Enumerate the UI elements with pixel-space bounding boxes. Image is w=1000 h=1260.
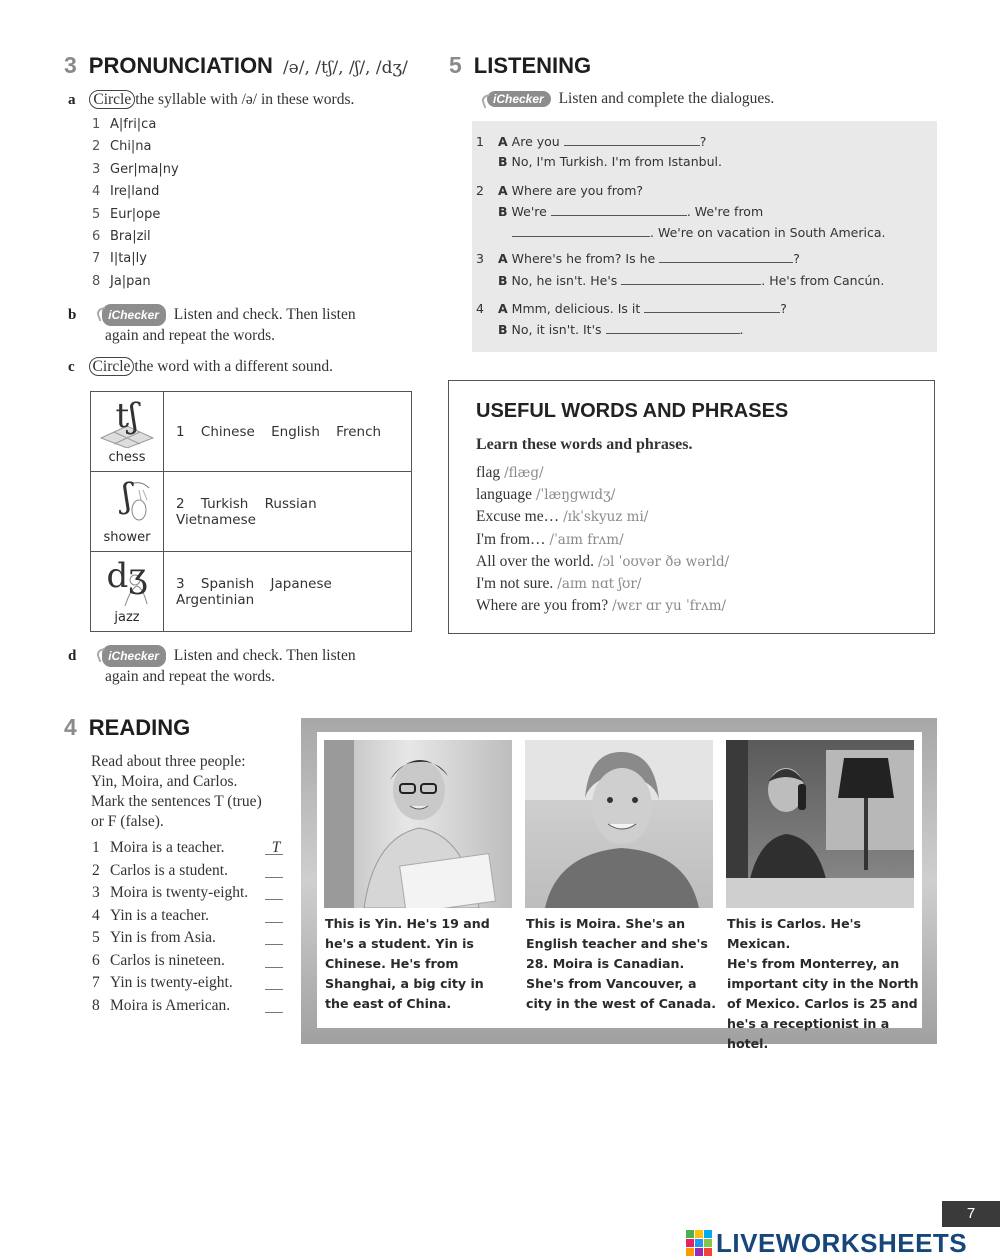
dialogue-text: No, he isn't. He's (511, 273, 618, 288)
list-item (92, 862, 248, 885)
item-word: Ger|ma|ny (110, 161, 179, 177)
item-number: 5 (92, 206, 101, 222)
speaker-a: A (498, 134, 508, 149)
speaker-b: B (498, 154, 508, 169)
instruction-text: Listen and complete the dialogues. (558, 90, 775, 107)
moira-photo (525, 740, 713, 908)
exercise-instruction: the word with a different sound. (134, 358, 334, 375)
word-option[interactable]: Russian (264, 495, 317, 512)
caption-line: She's from Vancouver, a (526, 976, 697, 991)
exercise-a (68, 90, 354, 109)
item-word: Bra|zil (110, 228, 151, 244)
caption-line: This is Moira. She's an (526, 916, 686, 931)
caption-line: important city in the North (727, 976, 919, 991)
instruction-line: Read about three people: (91, 753, 246, 770)
ichecker-audio-button[interactable]: iChecker (102, 304, 166, 326)
row-number: 3 (176, 575, 185, 592)
item-number: 7 (92, 251, 101, 267)
caption-line: English teacher and she's (526, 936, 708, 951)
list-item (92, 839, 281, 862)
caption-line: This is Yin. He's 19 and (325, 916, 490, 931)
item-word: Eur|ope (110, 206, 161, 222)
row-number: 1 (176, 423, 185, 440)
section-phonemes: /ə/, /tʃ/, /ʃ/, /dʒ/ (282, 58, 408, 78)
list-item[interactable] (92, 229, 179, 251)
answer-blank[interactable] (512, 224, 650, 237)
phrase-item (476, 486, 729, 508)
liveworksheets-logo-icon (686, 1230, 714, 1256)
sound-table (90, 391, 412, 632)
item-number: 6 (92, 228, 101, 244)
answer-line (265, 899, 283, 900)
dialogue-text: ? (780, 301, 787, 316)
answer-line (265, 1012, 283, 1013)
exercise-instruction: the syllable with /ə/ in these words. (135, 91, 355, 108)
box-title: USEFUL WORDS AND PHRASES (476, 400, 789, 422)
circle-keyword: Circle (89, 90, 135, 109)
answer-blank[interactable] (644, 300, 780, 313)
section-number: 4 (64, 714, 77, 740)
answer-line (265, 944, 283, 945)
word-option[interactable]: Vietnamese (176, 511, 256, 528)
dialogue-number: 3 (476, 251, 484, 266)
item-word: A|fri|ca (110, 117, 157, 132)
exercise-letter: a (68, 92, 76, 108)
phrase-phonetic: /ɪkˈskyuz mi/ (563, 509, 649, 526)
statement: Moira is American. (110, 996, 231, 1014)
section-number: 3 (64, 52, 77, 78)
dialogue-2 (476, 180, 886, 243)
list-item (92, 952, 248, 975)
list-item (92, 884, 248, 907)
item-number: 5 (92, 929, 100, 946)
word-option[interactable]: Spanish (200, 575, 255, 592)
instruction-line: Mark the sentences T (true) (91, 793, 262, 810)
dialogue-text: Where's he from? Is he (511, 251, 656, 266)
item-word: Ire|land (110, 184, 160, 200)
exercise-b (68, 304, 356, 346)
exercise-instruction-cont: again and repeat the words. (105, 327, 276, 344)
caption-line: the east of China. (325, 996, 452, 1011)
item-number: 3 (92, 161, 101, 177)
true-false-list (92, 839, 281, 1019)
reading-instruction (91, 752, 262, 832)
item-number: 7 (92, 974, 100, 991)
item-word: I|ta|ly (110, 251, 147, 267)
list-item[interactable] (92, 184, 179, 206)
word-option[interactable]: French (336, 423, 382, 440)
symbol-word: shower (103, 530, 151, 545)
word-choices (164, 552, 412, 632)
speaker-a: A (498, 301, 508, 316)
sound-symbol-cell (91, 472, 164, 552)
row-number: 2 (176, 495, 185, 512)
phrase-text: I'm not sure. (476, 574, 554, 592)
item-number: 4 (92, 184, 101, 200)
answer-line (265, 967, 283, 968)
word-option[interactable]: Japanese (270, 575, 332, 592)
dialogue-text: No, it isn't. It's (511, 322, 602, 337)
section-number: 5 (449, 52, 462, 78)
table-row (91, 392, 412, 472)
list-item (92, 974, 248, 997)
list-item (92, 997, 248, 1020)
answer-blank[interactable] (606, 321, 740, 334)
caption-line: he's a receptionist in a hotel. (727, 1016, 890, 1051)
symbol-word: jazz (114, 610, 140, 625)
speaker-b: B (498, 273, 508, 288)
dialogue-text: ? (793, 251, 800, 266)
phrase-text: I'm from… (476, 530, 546, 548)
dialogue-text: Are you (511, 134, 560, 149)
statement: Yin is from Asia. (110, 929, 216, 946)
exercise-letter: d (68, 648, 77, 664)
caption-line: Shanghai, a big city in (325, 976, 484, 991)
answer-blank[interactable] (659, 250, 793, 263)
phoneme-symbol: dʒ (106, 556, 148, 596)
dialogue-text: Mmm, delicious. Is it (511, 301, 641, 316)
word-choices (164, 472, 412, 552)
yin-caption (325, 914, 490, 1014)
item-number: 1 (92, 839, 100, 856)
moira-caption (526, 914, 716, 1014)
yin-photo (324, 740, 512, 908)
carlos-caption (727, 914, 922, 1054)
dialogue-text: We're (511, 204, 547, 219)
table-row (91, 552, 412, 632)
carlos-photo (726, 740, 914, 908)
phrase-phonetic: /wɛr ɑr yu ˈfrʌm/ (612, 598, 727, 615)
caption-line: Chinese. He's from (325, 956, 459, 971)
phrase-item (476, 508, 729, 530)
symbol-word: chess (108, 450, 146, 465)
syllable-word-list (92, 117, 179, 296)
phrase-phonetic: /ˈlæŋgwɪdʒ/ (535, 487, 616, 504)
exercise-instruction: Listen and check. Then listen (173, 306, 356, 323)
phrase-phonetic: /flæg/ (504, 465, 544, 481)
exercise-d (68, 645, 356, 687)
word-option[interactable]: Argentinian (176, 591, 255, 608)
caption-line: city in the west of Canada. (526, 996, 717, 1011)
list-item[interactable] (92, 162, 179, 184)
instruction-line: Yin, Moira, and Carlos. (91, 773, 238, 790)
dialogue-3 (476, 248, 884, 292)
caption-line: of Mexico. Carlos is 25 and (727, 996, 918, 1011)
people-cards (317, 732, 922, 1051)
statement: Yin is twenty-eight. (110, 974, 233, 991)
exercise-instruction-cont: again and repeat the words. (105, 668, 276, 685)
answer-line (265, 922, 283, 923)
phrase-phonetic: /ˈaɪm frʌm/ (549, 531, 624, 548)
instruction-line: or F (false). (91, 813, 164, 830)
list-item (92, 907, 248, 930)
receptionist-illustration (726, 740, 914, 908)
phrase-text: All over the world. (476, 552, 594, 570)
liveworksheets-logo (686, 1228, 967, 1258)
answer-line (265, 989, 283, 990)
phrase-item (476, 575, 729, 597)
item-word: Chi|na (110, 139, 152, 155)
answer-field[interactable]: T (271, 839, 281, 856)
list-item (92, 929, 248, 952)
dialogue-1 (476, 132, 722, 172)
box-subtitle: Learn these words and phrases. (476, 436, 693, 453)
exercise-instruction: Listen and check. Then listen (173, 647, 356, 664)
phrase-item (476, 597, 729, 619)
phrase-text: Excuse me… (476, 508, 560, 526)
list-item[interactable] (92, 117, 179, 139)
phrase-item (476, 531, 729, 553)
dialogue-4 (476, 298, 787, 340)
item-number: 6 (92, 951, 100, 969)
table-row (91, 472, 412, 552)
page-number: 7 (942, 1201, 1000, 1227)
dialogue-text: Where are you from? (511, 183, 644, 198)
item-number: 2 (92, 139, 101, 155)
exercise-letter: c (68, 359, 75, 375)
phrase-list (476, 464, 729, 619)
liveworksheets-brand-text: LIVEWORKSHEETS (716, 1227, 968, 1258)
answer-blank[interactable] (564, 133, 700, 146)
list-item[interactable] (92, 207, 179, 229)
dialogue-text: . He's from Cancún. (761, 273, 885, 288)
item-number: 8 (92, 273, 101, 289)
teacher-illustration (525, 740, 713, 908)
phrase-item (476, 464, 729, 486)
pronunciation-heading (64, 52, 408, 79)
phrase-text: language (476, 486, 532, 504)
dialogue-number: 1 (476, 134, 484, 149)
list-item[interactable] (92, 274, 179, 296)
ichecker-audio-button[interactable]: iChecker (102, 645, 166, 667)
section-title: READING (88, 715, 191, 740)
answer-line (265, 877, 283, 878)
speaker-b: B (498, 322, 508, 337)
dialogue-text: . We're on vacation in South America. (650, 225, 886, 240)
answer-line (265, 854, 283, 855)
sound-symbol-cell (91, 552, 164, 632)
statement: Carlos is nineteen. (110, 951, 225, 969)
section-title: LISTENING (473, 53, 592, 78)
exercise-letter: b (68, 307, 77, 323)
item-number: 4 (92, 906, 100, 924)
section-title: PRONUNCIATION (88, 53, 273, 78)
word-option[interactable]: Turkish (200, 495, 249, 512)
speaker-a: A (498, 251, 508, 266)
useful-phrases-box (448, 380, 935, 634)
word-option[interactable]: English (271, 423, 320, 440)
phrase-phonetic: /ɔl ˈoʊvər ðə wərld/ (597, 553, 730, 570)
word-choices (164, 392, 412, 472)
statement: Yin is a teacher. (110, 906, 209, 924)
answer-blank[interactable] (621, 272, 761, 285)
sound-symbol-cell (91, 392, 164, 472)
circle-keyword: Circle (89, 357, 135, 376)
dialogues-box (472, 121, 937, 352)
dialogue-text: ? (699, 134, 707, 149)
listening-heading (449, 52, 591, 79)
exercise-c (68, 357, 333, 376)
ichecker-audio-button[interactable]: iChecker (487, 91, 551, 107)
item-number: 1 (92, 117, 101, 132)
dialogue-text: . (739, 322, 744, 337)
statement: Moira is a teacher. (110, 839, 225, 856)
phrase-phonetic: /aɪm nɑt ʃʊr/ (557, 575, 642, 592)
dialogue-text: . We're from (686, 204, 764, 219)
item-number: 2 (92, 861, 100, 879)
phoneme-symbol: tʃ (115, 396, 139, 436)
phrase-text: Where are you from? (476, 597, 609, 615)
phoneme-symbol: ʃ (122, 476, 132, 516)
phrase-text: flag (476, 464, 501, 481)
reading-photo-panel (301, 718, 937, 1051)
speaker-b: B (498, 204, 508, 219)
caption-line: 28. Moira is Canadian. (526, 956, 685, 971)
list-item[interactable] (92, 139, 179, 161)
listening-instruction (487, 90, 774, 108)
caption-line: This is Carlos. He's Mexican. (727, 916, 861, 951)
reading-heading (64, 714, 190, 741)
item-word: Ja|pan (110, 273, 151, 289)
word-option[interactable]: Chinese (200, 423, 255, 440)
dialogue-text: No, I'm Turkish. I'm from Istanbul. (511, 154, 722, 169)
student-illustration (324, 740, 512, 908)
statement: Moira is twenty-eight. (110, 884, 249, 901)
caption-line: He's from Monterrey, an (727, 956, 900, 971)
statement: Carlos is a student. (110, 861, 228, 879)
item-number: 8 (92, 996, 100, 1014)
phrase-item (476, 553, 729, 575)
dialogue-number: 2 (476, 183, 484, 198)
speaker-a: A (498, 183, 508, 198)
caption-line: he's a student. Yin is (325, 936, 474, 951)
item-number: 3 (92, 884, 100, 901)
dialogue-number: 4 (476, 301, 484, 316)
list-item[interactable] (92, 251, 179, 273)
answer-blank[interactable] (551, 203, 687, 216)
